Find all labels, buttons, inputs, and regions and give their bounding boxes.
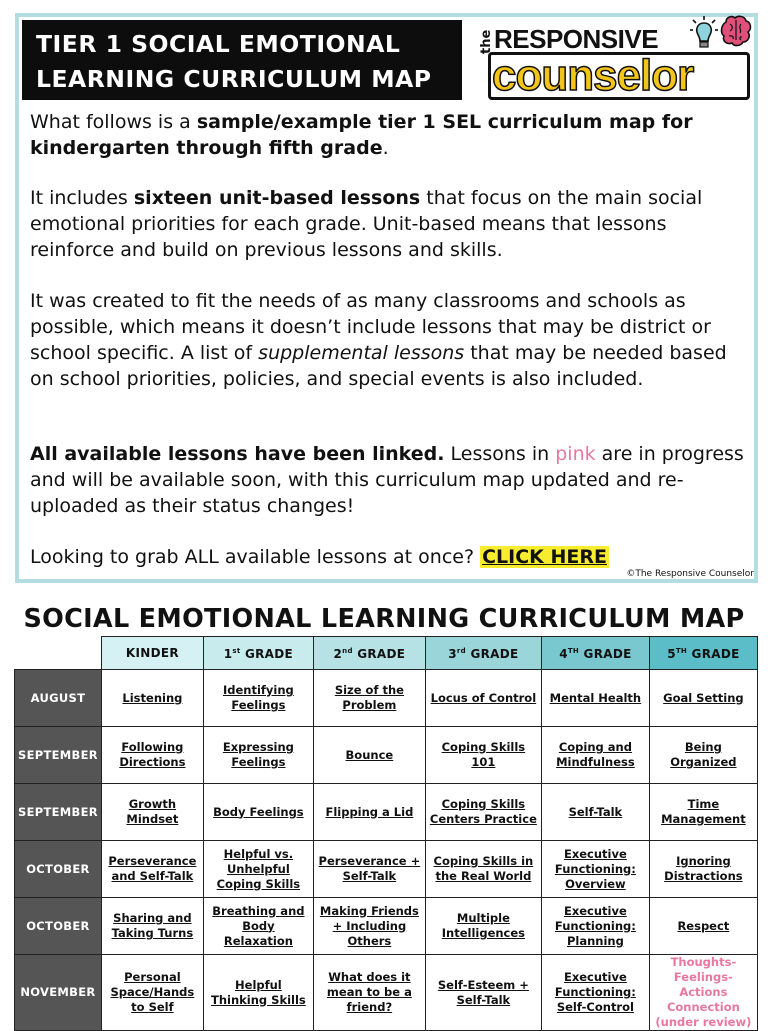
grade-number: 1 xyxy=(223,647,233,661)
month-label: OCTOBER xyxy=(15,898,102,955)
lesson-link[interactable]: Size of the Problem xyxy=(313,670,425,727)
grade-suffix: TH xyxy=(567,647,580,655)
grade-header xyxy=(649,637,757,670)
lesson-link: Thoughts-Feelings-Actions Connection (under review) xyxy=(649,955,757,1031)
grade-header xyxy=(425,637,541,670)
grade-label: GRADE xyxy=(240,647,294,661)
brain-icon xyxy=(720,14,752,48)
month-label: SEPTEMBER xyxy=(15,727,102,784)
lesson-link[interactable]: Breathing and Body Relaxation xyxy=(203,898,313,955)
lesson-link[interactable]: Flipping a Lid xyxy=(313,784,425,841)
grade-number: 2 xyxy=(333,647,343,661)
lesson-link[interactable]: Helpful Thinking Skills xyxy=(203,955,313,1031)
lesson-link[interactable]: Perseverance + Self-Talk xyxy=(313,841,425,898)
grade-label: GRADE xyxy=(352,647,406,661)
lesson-link[interactable]: Perseverance and Self-Talk xyxy=(101,841,203,898)
grade-suffix: st xyxy=(232,647,241,655)
bold-text: sample/example tier 1 SEL curriculum map for kindergarten through fifth grade xyxy=(30,111,693,159)
lesson-link[interactable]: Coping Skills in the Real World xyxy=(425,841,541,898)
grade-label: GRADE xyxy=(687,647,740,661)
lesson-link[interactable]: Personal Space/Hands to Self xyxy=(101,955,203,1031)
grade-header-row xyxy=(15,637,758,670)
lesson-link[interactable]: Listening xyxy=(101,670,203,727)
lesson-link[interactable]: Executive Functioning: Self-Control xyxy=(541,955,649,1031)
lesson-link[interactable]: Time Management xyxy=(649,784,757,841)
bold-text: sixteen unit-based lessons xyxy=(133,187,421,209)
text: It was created to fit the needs of as many classrooms and schools as possible, which means it doesn’t include lessons that may be district or school specific. A list of xyxy=(30,290,711,364)
lesson-link[interactable]: Coping Skills Centers Practice xyxy=(425,784,541,841)
lesson-link[interactable]: Sharing and Taking Turns xyxy=(101,898,203,955)
grade-label: GRADE xyxy=(466,647,519,661)
grade-header xyxy=(101,637,203,670)
lesson-link[interactable]: Making Friends + Including Others xyxy=(313,898,425,955)
map-body xyxy=(15,670,758,1031)
lesson-link[interactable]: Expressing Feelings xyxy=(203,727,313,784)
italic-text: supplemental lessons xyxy=(258,342,465,364)
text: It includes xyxy=(30,187,134,209)
grade-number: 4 xyxy=(559,647,568,661)
grade-header xyxy=(203,637,313,670)
lesson-link[interactable]: Following Directions xyxy=(101,727,203,784)
text: Looking to grab ALL available lessons at once? xyxy=(30,546,481,568)
grade-number: 5 xyxy=(667,647,676,661)
text: . xyxy=(382,137,389,159)
grade-header xyxy=(541,637,649,670)
text: are in progress and will be available soon, with this curriculum map updated and re-uploaded as their status changes! xyxy=(30,443,744,517)
lesson-link[interactable]: Mental Health xyxy=(541,670,649,727)
curriculum-map-table xyxy=(14,636,758,1031)
curriculum-map-title: SOCIAL EMOTIONAL LEARNING CURRICULUM MAP xyxy=(23,604,745,634)
lesson-link[interactable]: Body Feelings xyxy=(203,784,313,841)
lesson-link[interactable]: Growth Mindset xyxy=(101,784,203,841)
intro-paragraph-1 xyxy=(30,109,750,161)
grade-header xyxy=(313,637,425,670)
lesson-link[interactable]: Self-Talk xyxy=(541,784,649,841)
copyright: ©The Responsive Counselor xyxy=(626,569,754,579)
page-title xyxy=(22,20,462,100)
month-label: AUGUST xyxy=(15,670,102,727)
title-line-2: LEARNING CURRICULUM MAP xyxy=(36,65,432,93)
lesson-link[interactable]: Self-Esteem + Self-Talk xyxy=(425,955,541,1031)
table-row xyxy=(15,841,758,898)
intro-paragraph-2 xyxy=(30,185,750,263)
month-label: SEPTEMBER xyxy=(15,784,102,841)
lesson-link[interactable]: Coping Skills 101 xyxy=(425,727,541,784)
lesson-link[interactable]: Ignoring Distractions xyxy=(649,841,757,898)
intro-paragraph-4 xyxy=(30,441,750,519)
grade-suffix: rd xyxy=(456,647,466,655)
lesson-link[interactable]: Executive Functioning: Planning xyxy=(541,898,649,955)
table-row xyxy=(15,955,758,1031)
text: that may be needed based on school priorities, policies, and special events is also included. xyxy=(30,342,727,390)
intro-paragraph-3 xyxy=(30,288,750,392)
table-row xyxy=(15,784,758,841)
grade-number: KINDER xyxy=(125,645,179,660)
month-label: OCTOBER xyxy=(15,841,102,898)
logo-counselor-text: counselor xyxy=(492,51,694,100)
lesson-link[interactable]: Being Organized xyxy=(649,727,757,784)
responsive-counselor-logo xyxy=(478,14,754,103)
grade-label: GRADE xyxy=(579,647,632,661)
title-line-1: TIER 1 SOCIAL EMOTIONAL xyxy=(36,30,401,58)
lesson-link[interactable]: Identifying Feelings xyxy=(203,670,313,727)
lesson-link[interactable]: Locus of Control xyxy=(425,670,541,727)
table-row xyxy=(15,898,758,955)
lightbulb-icon xyxy=(690,16,718,52)
corner-cell xyxy=(15,637,102,670)
grade-number: 3 xyxy=(448,647,457,661)
logo-the-text: the xyxy=(479,29,494,54)
table-row xyxy=(15,727,758,784)
lesson-link[interactable]: Multiple Intelligences xyxy=(425,898,541,955)
pink-text: pink xyxy=(555,443,596,465)
lesson-link[interactable]: Coping and Mindfulness xyxy=(541,727,649,784)
intro-paragraph-5 xyxy=(30,544,750,570)
lesson-link[interactable]: Bounce xyxy=(313,727,425,784)
click-here-link[interactable]: CLICK HERE xyxy=(482,546,607,568)
text: What follows is a xyxy=(30,111,197,133)
lesson-link[interactable]: What does it mean to be a friend? xyxy=(313,955,425,1031)
bold-text: All available lessons have been linked. xyxy=(30,443,445,465)
lesson-link[interactable]: Goal Setting xyxy=(649,670,757,727)
lesson-link[interactable]: Executive Functioning: Overview xyxy=(541,841,649,898)
text: Lessons in xyxy=(444,443,556,465)
grade-suffix: TH xyxy=(675,647,688,655)
month-label: NOVEMBER xyxy=(15,955,102,1031)
lesson-link[interactable]: Respect xyxy=(649,898,757,955)
table-row xyxy=(15,670,758,727)
lesson-link[interactable]: Helpful vs. Unhelpful Coping Skills xyxy=(203,841,313,898)
grade-suffix: nd xyxy=(342,647,353,655)
text: that focus on the main social emotional priorities for each grade. Unit-based means that lessons reinforce and build on previous lessons and skills. xyxy=(30,187,703,261)
logo-responsive-text: RESPONSIVE xyxy=(494,24,659,54)
